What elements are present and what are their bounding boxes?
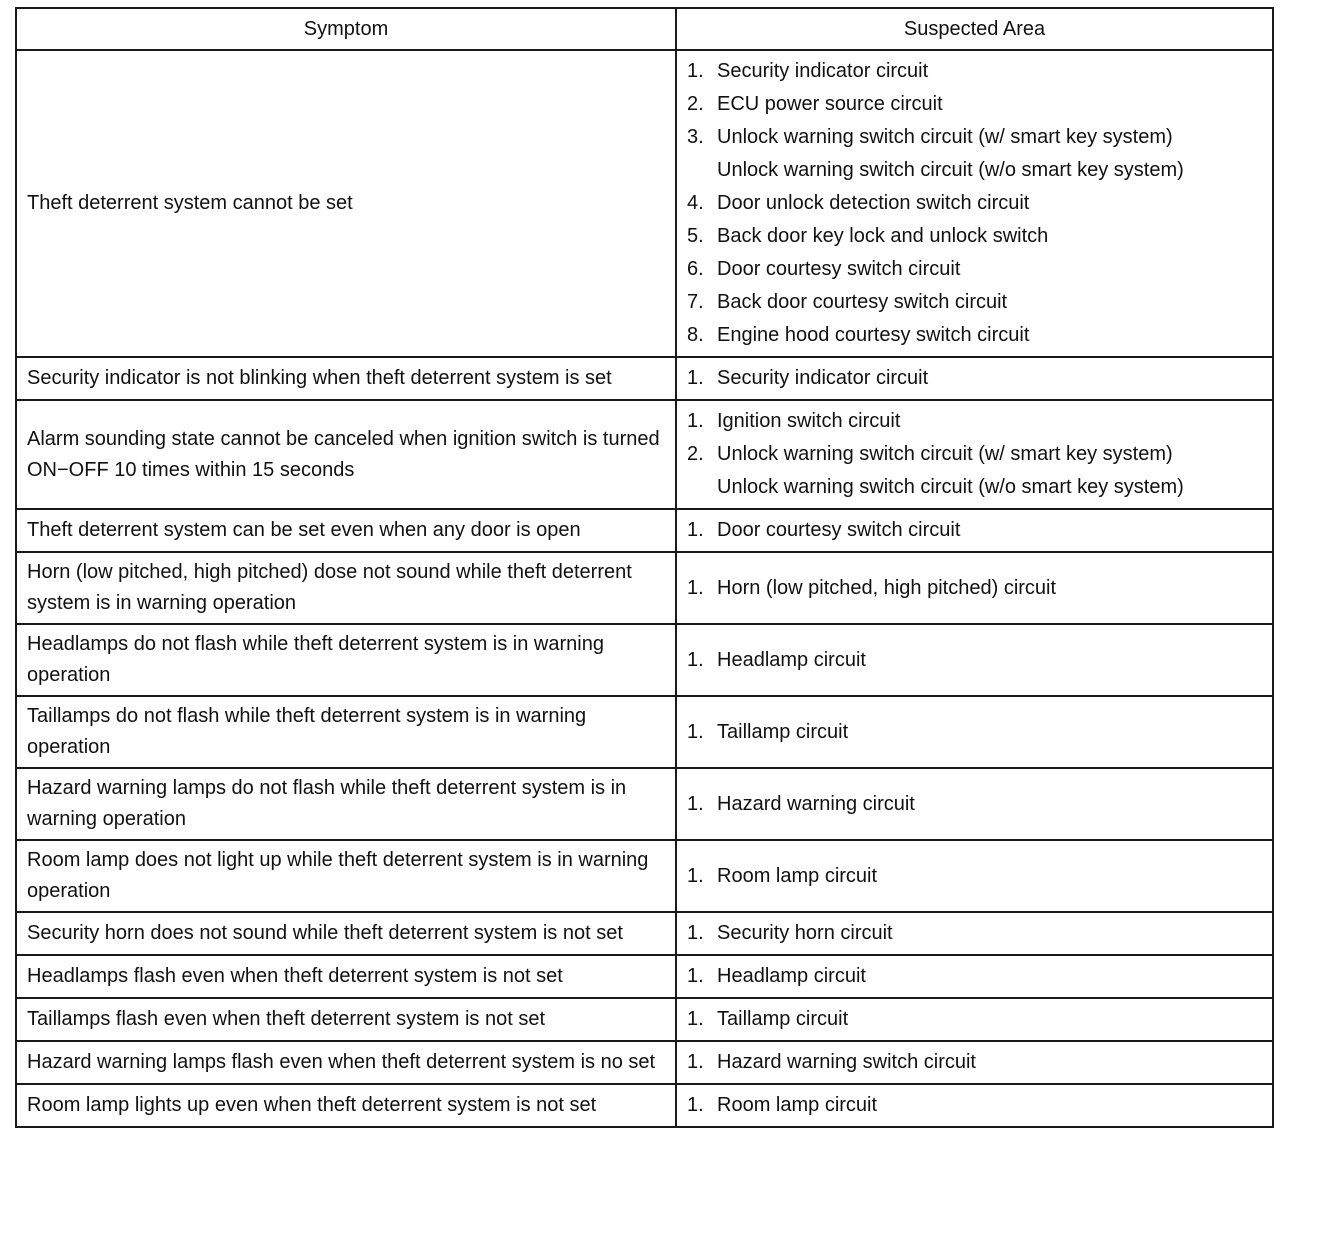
suspected-area-item (687, 253, 1262, 286)
item-number: 1. (687, 965, 704, 987)
symptom-column-header: Symptom (16, 8, 676, 50)
table-row (16, 50, 1273, 357)
symptom-cell: Hazard warning lamps flash even when theft deterrent system is no set (16, 1041, 676, 1084)
suspected-area-item (687, 1089, 1262, 1122)
table-row (16, 768, 1273, 840)
table-row (16, 840, 1273, 912)
symptom-cell: Alarm sounding state cannot be canceled when ignition switch is turned ON−OFF 10 times within 15 seconds (16, 400, 676, 509)
suspected-area-cell (676, 50, 1273, 357)
item-number: 1. (687, 648, 704, 671)
symptom-cell: Hazard warning lamps do not flash while theft deterrent system is in warning operation (16, 768, 676, 840)
item-text: Headlamp circuit (717, 648, 866, 671)
item-text: Back door courtesy switch circuit (717, 291, 1008, 313)
item-number: 1. (687, 367, 704, 389)
item-number: 4. (687, 192, 704, 214)
symptom-cell: Room lamp lights up even when theft deterrent system is not set (16, 1084, 676, 1127)
item-text: Engine hood courtesy switch circuit (717, 324, 1030, 346)
table-row (16, 1041, 1273, 1084)
item-text: Security horn circuit (717, 922, 893, 944)
suspected-area-item (687, 154, 1262, 187)
table-row (16, 509, 1273, 552)
item-number: 1. (687, 720, 704, 743)
item-text: Headlamp circuit (717, 965, 866, 987)
suspected-area-item (687, 471, 1262, 504)
suspected-area-item (687, 716, 1262, 749)
suspected-area-cell (676, 1084, 1273, 1127)
item-text: Unlock warning switch circuit (w/ smart key system) (717, 126, 1173, 148)
symptom-cell: Security indicator is not blinking when theft deterrent system is set (16, 357, 676, 400)
suspected-area-cell (676, 357, 1273, 400)
item-number: 1. (687, 1008, 704, 1030)
table-row (16, 624, 1273, 696)
table-row (16, 998, 1273, 1041)
item-text: ECU power source circuit (717, 93, 943, 115)
item-number: 1. (687, 1051, 704, 1073)
suspected-area-item (687, 55, 1262, 88)
item-number: 6. (687, 258, 704, 280)
item-number: 7. (687, 291, 704, 313)
item-number: 5. (687, 225, 704, 247)
table-row (16, 696, 1273, 768)
item-number: 3. (687, 126, 704, 148)
suspected-area-column-header: Suspected Area (676, 8, 1273, 50)
suspected-area-item (687, 121, 1262, 154)
item-text: Unlock warning switch circuit (w/o smart key system) (717, 159, 1184, 181)
table-row (16, 955, 1273, 998)
item-number: 8. (687, 324, 704, 346)
item-text: Taillamp circuit (717, 1008, 849, 1030)
item-number (687, 471, 717, 504)
suspected-area-item (687, 1003, 1262, 1036)
suspected-area-item (687, 88, 1262, 121)
item-text: Unlock warning switch circuit (w/o smart key system) (717, 476, 1184, 498)
suspected-area-item (687, 319, 1262, 352)
table-body (16, 50, 1273, 1127)
symptom-cell: Taillamps flash even when theft deterrent system is not set (16, 998, 676, 1041)
suspected-area-item (687, 405, 1262, 438)
table-row (16, 552, 1273, 624)
suspected-area-item (687, 286, 1262, 319)
table-row (16, 912, 1273, 955)
suspected-area-item (687, 187, 1262, 220)
suspected-area-item (687, 438, 1262, 471)
item-number: 2. (687, 443, 704, 465)
item-text: Security indicator circuit (717, 367, 929, 389)
item-number: 1. (687, 576, 704, 599)
suspected-area-item (687, 362, 1262, 395)
suspected-area-item (687, 644, 1262, 677)
suspected-area-item (687, 788, 1262, 821)
item-number: 1. (687, 864, 704, 887)
item-text: Door courtesy switch circuit (717, 519, 961, 541)
item-text: Room lamp circuit (717, 864, 878, 887)
item-text: Hazard warning switch circuit (717, 1051, 976, 1073)
symptom-cell: Headlamps do not flash while theft deterrent system is in warning operation (16, 624, 676, 696)
suspected-area-cell (676, 696, 1273, 768)
suspected-area-cell (676, 509, 1273, 552)
item-text: Door courtesy switch circuit (717, 258, 961, 280)
item-text: Hazard warning circuit (717, 792, 915, 815)
item-text: Door unlock detection switch circuit (717, 192, 1030, 214)
suspected-area-cell (676, 998, 1273, 1041)
suspected-area-cell (676, 955, 1273, 998)
table-row (16, 357, 1273, 400)
item-text: Taillamp circuit (717, 720, 849, 743)
item-number (687, 154, 717, 187)
symptom-cell: Taillamps do not flash while theft deterrent system is in warning operation (16, 696, 676, 768)
item-number: 1. (687, 1094, 704, 1116)
problem-symptoms-table (15, 7, 1274, 1128)
item-number: 2. (687, 93, 704, 115)
symptom-cell: Security horn does not sound while theft deterrent system is not set (16, 912, 676, 955)
item-number: 1. (687, 60, 704, 82)
suspected-area-item (687, 220, 1262, 253)
suspected-area-item (687, 960, 1262, 993)
item-text: Security indicator circuit (717, 60, 929, 82)
suspected-area-item (687, 917, 1262, 950)
symptom-cell: Room lamp does not light up while theft deterrent system is in warning operation (16, 840, 676, 912)
item-number: 1. (687, 410, 704, 432)
item-text: Room lamp circuit (717, 1094, 878, 1116)
table-row (16, 1084, 1273, 1127)
suspected-area-item (687, 1046, 1262, 1079)
symptom-cell: Theft deterrent system can be set even when any door is open (16, 509, 676, 552)
item-text: Back door key lock and unlock switch (717, 225, 1049, 247)
suspected-area-cell (676, 624, 1273, 696)
suspected-area-cell (676, 1041, 1273, 1084)
table-header-row (16, 8, 1273, 50)
item-number: 1. (687, 922, 704, 944)
item-text: Horn (low pitched, high pitched) circuit (717, 576, 1057, 599)
item-text: Unlock warning switch circuit (w/ smart key system) (717, 443, 1173, 465)
suspected-area-cell (676, 840, 1273, 912)
suspected-area-item (687, 572, 1262, 605)
symptom-cell: Theft deterrent system cannot be set (16, 50, 676, 357)
symptom-cell: Horn (low pitched, high pitched) dose not sound while theft deterrent system is in warning operation (16, 552, 676, 624)
item-number: 1. (687, 792, 704, 815)
suspected-area-item (687, 860, 1262, 893)
suspected-area-item (687, 514, 1262, 547)
item-number: 1. (687, 519, 704, 541)
table-row (16, 400, 1273, 509)
symptom-cell: Headlamps flash even when theft deterrent system is not set (16, 955, 676, 998)
suspected-area-cell (676, 400, 1273, 509)
suspected-area-cell (676, 912, 1273, 955)
suspected-area-cell (676, 552, 1273, 624)
suspected-area-cell (676, 768, 1273, 840)
item-text: Ignition switch circuit (717, 410, 901, 432)
